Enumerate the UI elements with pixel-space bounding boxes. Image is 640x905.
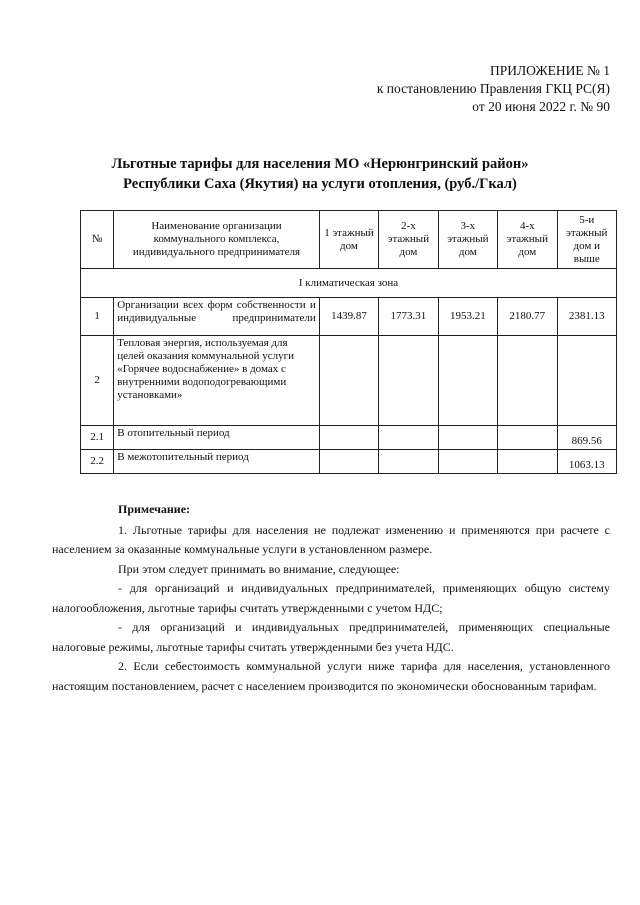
note-paragraph: При этом следует принимать во внимание, следующее: xyxy=(118,561,400,576)
row-value-3 xyxy=(438,450,497,474)
appendix-number: ПРИЛОЖЕНИЕ № 1 xyxy=(489,63,610,78)
row-value-2: 1773.31 xyxy=(379,298,438,336)
header-3-floor: 3-х этажный дом xyxy=(438,211,497,269)
notes-section xyxy=(52,500,610,696)
note-paragraph: - для организаций и индивидуальных предпринимателей, применяющих специальные налоговые режимы, льготные тарифы считать утвержденными без учета НДС. xyxy=(52,620,610,654)
table-row xyxy=(81,426,617,450)
row-num: 1 xyxy=(81,298,114,336)
row-value-2 xyxy=(379,450,438,474)
table-row xyxy=(81,450,617,474)
row-value-1 xyxy=(319,450,378,474)
tariff-table xyxy=(80,210,617,474)
row-value-1 xyxy=(319,426,378,450)
row-name: В отопительный период xyxy=(114,426,320,450)
row-value-1 xyxy=(319,336,378,426)
header-1-floor: 1 этажный дом xyxy=(319,211,378,269)
row-value-1: 1439.87 xyxy=(319,298,378,336)
zone-row xyxy=(81,269,617,298)
header-4-floor: 4-х этажный дом xyxy=(498,211,557,269)
row-value-3 xyxy=(438,336,497,426)
appendix-resolution: к постановлению Правления ГКЦ РС(Я) xyxy=(376,81,610,96)
row-value-3 xyxy=(438,426,497,450)
row-value-2 xyxy=(379,426,438,450)
row-value-4 xyxy=(498,336,557,426)
row-value-4: 2180.77 xyxy=(498,298,557,336)
header-5-floor: 5-и этажный дом и выше xyxy=(557,211,616,269)
row-value-5 xyxy=(557,336,616,426)
row-value-4 xyxy=(498,450,557,474)
row-value-5: 2381.13 xyxy=(557,298,616,336)
row-num: 2 xyxy=(81,336,114,426)
title-line-1: Льготные тарифы для населения МО «Нерюнгринский район» xyxy=(111,156,529,172)
row-value-3: 1953.21 xyxy=(438,298,497,336)
climate-zone: I климатическая зона xyxy=(81,269,617,298)
header-2-floor: 2-х этажный дом xyxy=(379,211,438,269)
header-num: № xyxy=(81,211,114,269)
note-paragraph: - для организаций и индивидуальных предпринимателей, применяющих общую систему налогообложения, льготные тарифы считать утвержденными с учетом НДС; xyxy=(52,581,610,615)
row-value-5: 1063.13 xyxy=(557,450,616,474)
row-num: 2.2 xyxy=(81,450,114,474)
table-row xyxy=(81,298,617,336)
table-header-row xyxy=(81,211,617,269)
title-line-2: Республики Саха (Якутия) на услуги отопления, (руб./Гкал) xyxy=(123,176,517,192)
notes-heading: Примечание: xyxy=(118,502,191,516)
note-paragraph: 2. Если себестоимость коммунальной услуги ниже тарифа для населения, установленного настоящим постановлением, расчет с населением производится по экономически обоснованным тарифам. xyxy=(52,659,610,693)
row-name: Тепловая энергия, используемая для целей оказания коммунальной услуги «Горячее водоснабжение» в домах с внутренними водоподогревающими установками» xyxy=(114,336,320,426)
row-value-2 xyxy=(379,336,438,426)
row-num: 2.1 xyxy=(81,426,114,450)
appendix-date: от 20 июня 2022 г. № 90 xyxy=(472,99,610,114)
row-value-4 xyxy=(498,426,557,450)
table-row xyxy=(81,336,617,426)
appendix-header xyxy=(310,62,610,116)
note-paragraph: 1. Льготные тарифы для населения не подлежат изменению и применяются при расчете с населением за оказанные коммунальные услуги в установленном размере. xyxy=(52,522,610,556)
document-title xyxy=(60,154,580,194)
header-name: Наименование организации коммунального комплекса, индивидуального предпринимателя xyxy=(114,211,320,269)
row-value-5: 869.56 xyxy=(557,426,616,450)
row-name: Организации всех форм собственности и индивидуальные предприниматели xyxy=(114,298,320,336)
row-name: В межотопительный период xyxy=(114,450,320,474)
